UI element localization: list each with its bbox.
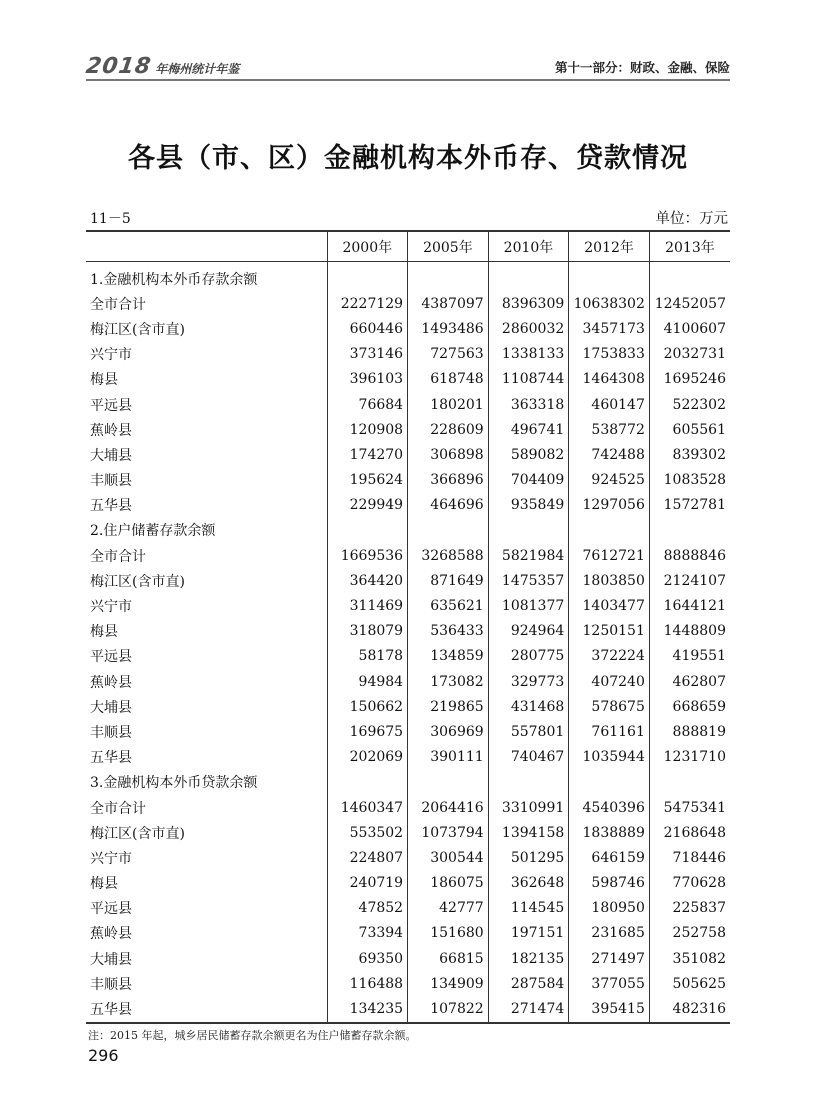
table-row	[86, 745, 730, 770]
value-cell: 462807	[649, 669, 730, 694]
yearbook-year: 2018	[84, 54, 153, 79]
value-cell: 366896	[408, 468, 489, 493]
value-cell: 718446	[649, 845, 730, 870]
value-cell: 1464308	[569, 367, 650, 392]
value-cell: 287584	[488, 971, 569, 996]
value-cell: 1081377	[488, 593, 569, 618]
value-cell: 1231710	[649, 745, 730, 770]
row-label: 五华县	[86, 996, 327, 1022]
row-label: 梅县	[90, 876, 118, 893]
value-cell: 3457173	[569, 316, 650, 341]
value-cell: 42777	[408, 896, 489, 921]
value-cell: 377055	[569, 971, 650, 996]
value-cell: 1803850	[569, 568, 650, 593]
row-label: 平远县	[90, 901, 132, 918]
value-cell: 5475341	[649, 795, 730, 820]
value-cell: 76684	[327, 392, 408, 417]
row-label: 梅县	[90, 624, 118, 641]
value-cell: 47852	[327, 896, 408, 921]
value-cell: 120908	[327, 417, 408, 442]
value-cell: 169675	[327, 719, 408, 744]
value-cell: 538772	[569, 417, 650, 442]
value-cell	[408, 770, 489, 795]
row-label: 全市合计	[90, 296, 146, 313]
value-cell: 1035944	[569, 745, 650, 770]
value-cell: 271497	[569, 946, 650, 971]
value-cell: 114545	[488, 896, 569, 921]
row-label: 丰顺县	[90, 976, 132, 993]
value-cell: 1493486	[408, 316, 489, 341]
value-cell: 660446	[327, 316, 408, 341]
value-cell: 107822	[408, 996, 489, 1022]
value-cell: 224807	[327, 845, 408, 870]
header-cell-year: 2013年	[649, 231, 730, 262]
value-cell: 186075	[408, 871, 489, 896]
value-cell: 407240	[569, 669, 650, 694]
row-label: 兴宁市	[90, 850, 132, 867]
row-label: 梅江区(含市直)	[90, 573, 185, 590]
table-row	[86, 568, 730, 593]
value-cell: 396103	[327, 367, 408, 392]
value-cell	[408, 262, 489, 292]
table-row	[86, 392, 730, 417]
value-cell: 3310991	[488, 795, 569, 820]
header-cell-year: 2005年	[408, 231, 489, 262]
yearbook-name: 年梅州统计年鉴	[155, 62, 240, 76]
table-row	[86, 971, 730, 996]
value-cell: 219865	[408, 694, 489, 719]
value-cell: 727563	[408, 342, 489, 367]
table-body	[86, 262, 730, 1023]
value-cell	[569, 518, 650, 543]
table-row	[86, 619, 730, 644]
value-cell	[327, 770, 408, 795]
row-label: 2.住户储蓄存款余额	[90, 523, 216, 540]
table-row	[86, 694, 730, 719]
value-cell: 151680	[408, 921, 489, 946]
value-cell	[649, 770, 730, 795]
value-cell: 589082	[488, 442, 569, 467]
value-cell: 1838889	[569, 820, 650, 845]
value-cell: 505625	[649, 971, 730, 996]
value-cell	[649, 518, 730, 543]
value-cell: 180950	[569, 896, 650, 921]
value-cell: 362648	[488, 871, 569, 896]
value-cell: 1669536	[327, 543, 408, 568]
value-cell: 373146	[327, 342, 408, 367]
value-cell: 557801	[488, 719, 569, 744]
header-cell-label	[86, 231, 327, 262]
value-cell	[569, 770, 650, 795]
value-cell: 5821984	[488, 543, 569, 568]
value-cell	[327, 518, 408, 543]
value-cell: 73394	[327, 921, 408, 946]
value-cell: 3268588	[408, 543, 489, 568]
value-cell: 1083528	[649, 468, 730, 493]
table-row	[86, 996, 730, 1022]
table-header-row	[86, 231, 730, 262]
value-cell: 888819	[649, 719, 730, 744]
value-cell: 116488	[327, 971, 408, 996]
running-head-left	[86, 54, 239, 79]
value-cell: 364420	[327, 568, 408, 593]
value-cell: 1644121	[649, 593, 730, 618]
value-cell: 4387097	[408, 291, 489, 316]
value-cell: 742488	[569, 442, 650, 467]
value-cell: 306898	[408, 442, 489, 467]
row-label: 五华县	[90, 498, 132, 515]
data-table	[86, 230, 730, 1024]
row-label: 梅江区(含市直)	[90, 321, 185, 338]
row-label: 梅县	[90, 372, 118, 389]
value-cell: 134909	[408, 971, 489, 996]
table-row	[86, 543, 730, 568]
value-cell: 7612721	[569, 543, 650, 568]
value-cell: 94984	[327, 669, 408, 694]
value-cell: 598746	[569, 871, 650, 896]
value-cell: 1695246	[649, 367, 730, 392]
value-cell: 935849	[488, 493, 569, 518]
header-rule	[86, 79, 730, 81]
table-row	[86, 946, 730, 971]
value-cell: 839302	[649, 442, 730, 467]
value-cell: 390111	[408, 745, 489, 770]
table-row	[86, 468, 730, 493]
row-label: 平远县	[90, 397, 132, 414]
value-cell: 605561	[649, 417, 730, 442]
value-cell: 1448809	[649, 619, 730, 644]
value-cell	[649, 262, 730, 292]
value-cell: 66815	[408, 946, 489, 971]
table-row	[86, 367, 730, 392]
value-cell: 419551	[649, 644, 730, 669]
value-cell: 1460347	[327, 795, 408, 820]
table-row	[86, 871, 730, 896]
value-cell: 202069	[327, 745, 408, 770]
row-label: 大埔县	[90, 447, 132, 464]
value-cell: 871649	[408, 568, 489, 593]
value-cell: 1250151	[569, 619, 650, 644]
unit-label: 单位：万元	[655, 211, 728, 227]
value-cell: 329773	[488, 669, 569, 694]
value-cell: 1338133	[488, 342, 569, 367]
value-cell: 578675	[569, 694, 650, 719]
value-cell: 618748	[408, 367, 489, 392]
value-cell: 69350	[327, 946, 408, 971]
value-cell: 306969	[408, 719, 489, 744]
value-cell: 2227129	[327, 291, 408, 316]
table-row	[86, 795, 730, 820]
value-cell: 482316	[649, 996, 730, 1022]
value-cell: 8396309	[488, 291, 569, 316]
row-label: 1.金融机构本外币存款余额	[90, 271, 258, 288]
running-head	[86, 52, 730, 78]
table-code: 11－5	[90, 211, 131, 227]
value-cell: 1753833	[569, 342, 650, 367]
value-cell: 1108744	[488, 367, 569, 392]
value-cell: 1475357	[488, 568, 569, 593]
value-cell: 134859	[408, 644, 489, 669]
value-cell: 1572781	[649, 493, 730, 518]
table-row	[86, 820, 730, 845]
value-cell: 501295	[488, 845, 569, 870]
row-label: 蕉岭县	[90, 422, 132, 439]
footnote: 注：2015 年起，城乡居民储蓄存款余额更名为住户储蓄存款余额。	[88, 1029, 417, 1042]
row-label: 全市合计	[90, 548, 146, 565]
value-cell: 431468	[488, 694, 569, 719]
row-label: 兴宁市	[90, 347, 132, 364]
value-cell: 522302	[649, 392, 730, 417]
value-cell	[327, 262, 408, 292]
value-cell: 271474	[488, 996, 569, 1022]
value-cell: 182135	[488, 946, 569, 971]
table-row	[86, 291, 730, 316]
table-row	[86, 719, 730, 744]
value-cell: 300544	[408, 845, 489, 870]
value-cell: 635621	[408, 593, 489, 618]
header-cell-year: 2010年	[488, 231, 569, 262]
section-header-row	[86, 770, 730, 795]
value-cell: 924525	[569, 468, 650, 493]
value-cell: 58178	[327, 644, 408, 669]
value-cell: 311469	[327, 593, 408, 618]
value-cell: 2032731	[649, 342, 730, 367]
value-cell: 252758	[649, 921, 730, 946]
value-cell: 197151	[488, 921, 569, 946]
table-row	[86, 493, 730, 518]
row-label: 3.金融机构本外币贷款余额	[90, 775, 258, 792]
row-label: 丰顺县	[90, 724, 132, 741]
value-cell: 225837	[649, 896, 730, 921]
value-cell: 174270	[327, 442, 408, 467]
row-label: 蕉岭县	[90, 674, 132, 691]
value-cell: 195624	[327, 468, 408, 493]
row-label: 梅江区(含市直)	[90, 825, 185, 842]
value-cell: 464696	[408, 493, 489, 518]
row-label: 全市合计	[90, 800, 146, 817]
value-cell: 1403477	[569, 593, 650, 618]
value-cell: 740467	[488, 745, 569, 770]
value-cell: 460147	[569, 392, 650, 417]
value-cell: 229949	[327, 493, 408, 518]
value-cell: 150662	[327, 694, 408, 719]
value-cell: 704409	[488, 468, 569, 493]
section-title: 第十一部分：财政、金融、保险	[554, 60, 730, 75]
table-row	[86, 644, 730, 669]
table-row	[86, 845, 730, 870]
value-cell: 10638302	[569, 291, 650, 316]
value-cell: 12452057	[649, 291, 730, 316]
row-label: 大埔县	[90, 699, 132, 716]
page-number: 296	[88, 1046, 119, 1065]
value-cell: 496741	[488, 417, 569, 442]
header-cell-year: 2012年	[569, 231, 650, 262]
value-cell: 228609	[408, 417, 489, 442]
value-cell: 1297056	[569, 493, 650, 518]
section-header-row	[86, 262, 730, 292]
row-label: 丰顺县	[90, 473, 132, 490]
section-header-row	[86, 518, 730, 543]
table-row	[86, 921, 730, 946]
value-cell: 2168648	[649, 820, 730, 845]
row-label: 五华县	[90, 750, 132, 767]
value-cell: 363318	[488, 392, 569, 417]
value-cell: 318079	[327, 619, 408, 644]
table-row	[86, 669, 730, 694]
row-label: 蕉岭县	[90, 926, 132, 943]
table-row	[86, 593, 730, 618]
value-cell: 536433	[408, 619, 489, 644]
value-cell: 180201	[408, 392, 489, 417]
value-cell: 372224	[569, 644, 650, 669]
value-cell: 1073794	[408, 820, 489, 845]
value-cell: 134235	[327, 996, 408, 1022]
value-cell: 770628	[649, 871, 730, 896]
value-cell: 646159	[569, 845, 650, 870]
value-cell: 2124107	[649, 568, 730, 593]
page-title: 各县（市、区）金融机构本外币存、贷款情况	[128, 143, 688, 174]
value-cell: 240719	[327, 871, 408, 896]
value-cell	[488, 770, 569, 795]
value-cell	[569, 262, 650, 292]
value-cell: 231685	[569, 921, 650, 946]
table-row	[86, 417, 730, 442]
row-label: 大埔县	[90, 951, 132, 968]
table-row	[86, 442, 730, 467]
value-cell: 8888846	[649, 543, 730, 568]
value-cell: 4540396	[569, 795, 650, 820]
value-cell	[488, 262, 569, 292]
value-cell: 351082	[649, 946, 730, 971]
value-cell: 553502	[327, 820, 408, 845]
value-cell: 924964	[488, 619, 569, 644]
value-cell: 668659	[649, 694, 730, 719]
value-cell: 395415	[569, 996, 650, 1022]
value-cell	[408, 518, 489, 543]
value-cell: 173082	[408, 669, 489, 694]
value-cell: 761161	[569, 719, 650, 744]
table-row	[86, 342, 730, 367]
value-cell: 4100607	[649, 316, 730, 341]
table-row	[86, 896, 730, 921]
value-cell: 2064416	[408, 795, 489, 820]
header-cell-year: 2000年	[327, 231, 408, 262]
value-cell: 280775	[488, 644, 569, 669]
value-cell: 1394158	[488, 820, 569, 845]
row-label: 平远县	[90, 649, 132, 666]
table-row	[86, 316, 730, 341]
value-cell	[488, 518, 569, 543]
row-label: 兴宁市	[90, 599, 132, 616]
value-cell: 2860032	[488, 316, 569, 341]
